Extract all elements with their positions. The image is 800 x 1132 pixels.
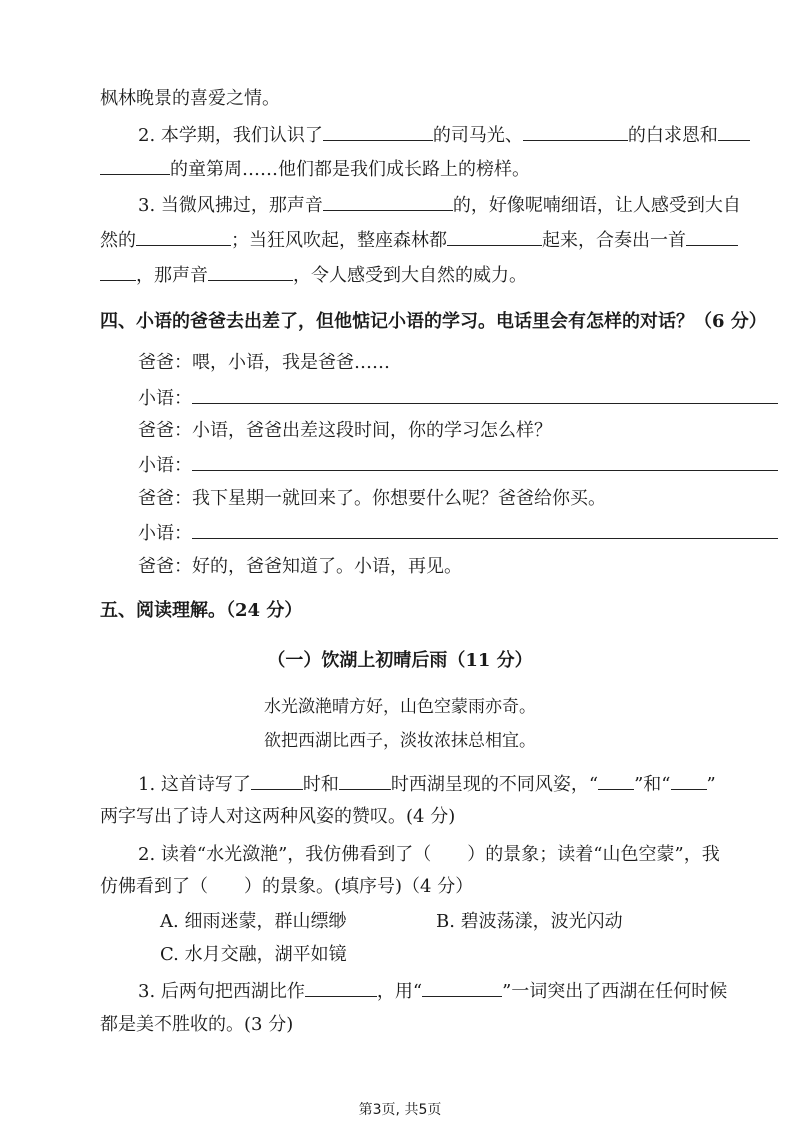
- dialog-line-dad-2: [138, 418, 552, 444]
- answer-blank[interactable]: [339, 771, 391, 790]
- question-5-3: [138, 978, 727, 1005]
- answer-line[interactable]: [192, 520, 778, 539]
- speaker-label: 爸爸：: [138, 556, 192, 577]
- q-text: 的白求恩和: [627, 125, 718, 146]
- q-text: 时和: [302, 774, 339, 795]
- dialog-text: 喂，小语，我是爸爸……: [192, 352, 390, 373]
- question-3-3-cont: [100, 227, 738, 254]
- question-3-2-cont: [100, 156, 530, 183]
- answer-blank[interactable]: [447, 227, 542, 246]
- answer-blank[interactable]: [208, 262, 293, 281]
- q-text: ；当狂风吹起，整座森林都: [231, 230, 447, 251]
- section-5-heading: 五、阅读理解。（24 分）: [100, 600, 303, 621]
- answer-blank[interactable]: [686, 227, 738, 246]
- dialog-text: 我下星期一就回来了。你想要什么呢？爸爸给你买。: [192, 488, 606, 509]
- answer-blank[interactable]: [671, 771, 707, 790]
- speaker-label: 小语：: [138, 455, 192, 476]
- question-3-3-cont2: [100, 262, 527, 289]
- q-text: ，用“: [376, 981, 423, 1002]
- answer-blank[interactable]: [323, 192, 453, 211]
- q-text: ”: [706, 774, 716, 795]
- speaker-label: 小语：: [138, 523, 192, 544]
- answer-blank[interactable]: [523, 122, 628, 141]
- section-4-heading: 四、小语的爸爸去出差了，但他惦记小语的学习。电话里会有怎样的对话？（6 分）: [100, 311, 767, 332]
- speaker-label: 小语：: [138, 388, 192, 409]
- q-text: 的童第周……他们都是我们成长路上的榜样。: [170, 159, 530, 180]
- answer-blank[interactable]: [136, 227, 231, 246]
- question-5-2: 2. 读着“水光潋滟”，我仿佛看到了（ ）的景象；读着“山色空蒙”，我: [138, 844, 720, 865]
- poem-line-1: 水光潋滟晴方好，山色空蒙雨亦奇。: [264, 697, 536, 717]
- answer-line[interactable]: [192, 452, 778, 471]
- question-3-2: [138, 122, 750, 149]
- dialog-text: 好的，爸爸知道了。小语，再见。: [192, 556, 462, 577]
- q-text: ，那声音: [136, 265, 208, 286]
- question-5-1-cont: 两字写出了诗人对这两种风姿的赞叹。(4 分): [100, 806, 456, 827]
- page-footer: 第3页, 共5页: [358, 1102, 442, 1118]
- speaker-label: 爸爸：: [138, 420, 192, 441]
- q-text: 1. 这首诗写了: [138, 774, 251, 795]
- q-text: 3. 当微风拂过，那声音: [138, 195, 323, 216]
- speaker-label: 爸爸：: [138, 352, 192, 373]
- answer-blank[interactable]: [100, 156, 170, 175]
- q-text: 的，好像呢喃细语，让人感受到大自: [452, 195, 741, 216]
- dialog-line-xiaoyu-3: [138, 520, 774, 547]
- option-a: A. 细雨迷蒙，群山缥缈: [160, 911, 347, 932]
- q-text: 然的: [100, 230, 136, 251]
- dialog-line-dad-4: [138, 554, 462, 580]
- dialog-line-dad-1: [138, 350, 390, 376]
- q-text: ”和“: [634, 774, 671, 795]
- answer-blank[interactable]: [422, 978, 502, 997]
- question-3-3: [138, 192, 741, 219]
- q-text: 2. 本学期，我们认识了: [138, 125, 323, 146]
- speaker-label: 爸爸：: [138, 488, 192, 509]
- q1-tail-text: 枫林晚景的喜爱之情。: [100, 88, 280, 109]
- answer-blank[interactable]: [251, 771, 303, 790]
- poem-subtitle: （一）饮湖上初晴后雨（11 分）: [267, 650, 533, 671]
- answer-blank[interactable]: [100, 262, 136, 281]
- option-b: B. 碧波荡漾，波光闪动: [436, 911, 623, 932]
- question-5-3-cont: 都是美不胜收的。(3 分): [100, 1014, 294, 1035]
- answer-line[interactable]: [192, 385, 778, 404]
- q-text: 时西湖呈现的不同风姿，“: [390, 774, 599, 795]
- question-5-1: [138, 771, 716, 798]
- answer-blank[interactable]: [323, 122, 433, 141]
- q-text: 3. 后两句把西湖比作: [138, 981, 305, 1002]
- option-c: C. 水月交融，湖平如镜: [160, 944, 347, 965]
- dialog-line-xiaoyu-2: [138, 452, 774, 479]
- poem-line-2: 欲把西湖比西子，淡妆浓抹总相宜。: [264, 731, 536, 751]
- q-text: 的司马光、: [432, 125, 523, 146]
- answer-blank[interactable]: [305, 978, 377, 997]
- q-text: 起来，合奏出一首: [542, 230, 686, 251]
- dialog-line-xiaoyu-1: [138, 385, 774, 412]
- q-text: ，令人感受到大自然的威力。: [293, 265, 527, 286]
- answer-blank[interactable]: [598, 771, 634, 790]
- q-text: ”一词突出了西湖在任何时候: [502, 981, 728, 1002]
- dialog-line-dad-3: [138, 486, 606, 512]
- dialog-text: 小语，爸爸出差这段时间，你的学习怎么样？: [192, 420, 552, 441]
- answer-blank[interactable]: [718, 122, 750, 141]
- question-5-2-cont: 仿佛看到了（ ）的景象。(填序号)（4 分）: [100, 876, 474, 897]
